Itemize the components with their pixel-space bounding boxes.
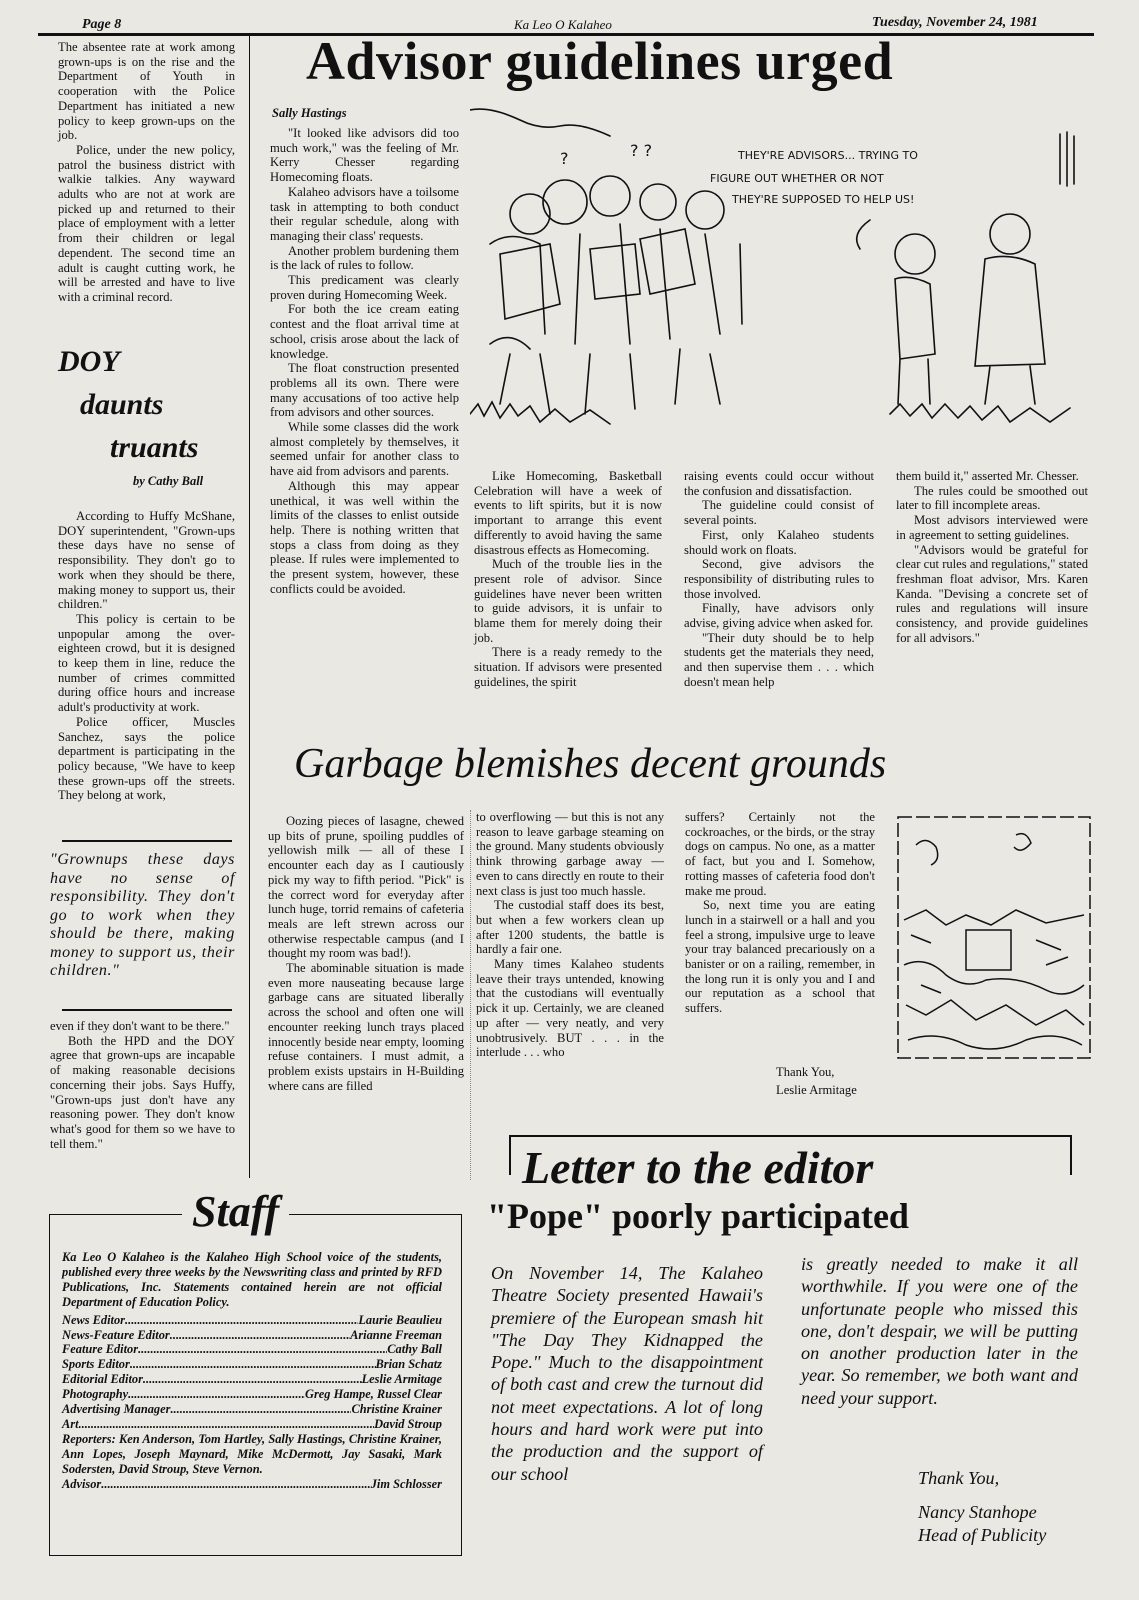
- advisor-paragraph: For both the ice cream eating contest and the float arrival time at school, crisis arose about the lack of knowledge.: [270, 302, 459, 361]
- advisor-paragraph: Although this may appear unethical, it was well within the limits of the classes to enlist outside help. There is nothing written that stops a class from doing as they please. If rules were implemented to the present system, however, these conflicts could be avoided.: [270, 478, 459, 596]
- cartoon-caption: FIGURE OUT WHETHER OR NOT: [710, 172, 884, 185]
- doy-paragraph: Both the HPD and the DOY agree that grown-ups are incapable of making reasonable decisions concerning their jobs. Says Huffy, "Grown-ups just don't have any reasoning power. They don't know what's good for them so we have to tell them.": [50, 1033, 235, 1151]
- garbage-paragraph: suffers? Certainly not the cockroaches, or the birds, or the stray dogs on campus. No one, as a matter of fact, but you and I. Somehow, rotting masses of cafeteria food don't make me proud.: [685, 810, 875, 898]
- staff-role: News-Feature Editor: [62, 1327, 170, 1342]
- staff-row: [62, 1387, 442, 1402]
- garbage-col1: [268, 814, 464, 1093]
- doy-byline: by Cathy Ball: [133, 474, 204, 488]
- advisor-paragraph: raising events could occur without the confusion and dissatisfaction.: [684, 469, 874, 498]
- paper-name: Ka Leo O Kalaheo: [514, 17, 612, 32]
- cartoon-caption: THEY'RE SUPPOSED TO HELP US!: [732, 193, 915, 206]
- staff-row: [62, 1313, 442, 1328]
- staff-name: David Stroup: [374, 1416, 442, 1431]
- pull-quote-rule-bottom: [62, 1009, 232, 1011]
- staff-role: Advisor: [62, 1476, 102, 1491]
- garbage-col3: [685, 810, 875, 1016]
- advisor-paragraph: Another problem burdening them is the lack of rules to follow.: [270, 243, 459, 273]
- doy-headline-line1: DOY: [58, 345, 120, 378]
- doy-pull-quote: "Grownups these days have no sense of responsibility. They don't go to work when they should be there, making money to support us, their children.": [50, 851, 235, 979]
- doy-body-continued: [50, 1019, 235, 1151]
- staff-name: Jim Schlosser: [370, 1476, 442, 1491]
- doy-intro: [58, 40, 235, 305]
- staff-name: Christine Krainer: [351, 1402, 442, 1417]
- staff-title: Staff: [182, 1186, 289, 1237]
- garbage-paragraph: So, next time you are eating lunch in a stairwell or a hall and you feel a strong, impulsive urge to leave your tray balanced precariously on a banister or on a railing, remember, in the long run it is only you and I and our reputation as a school that suffers.: [685, 898, 875, 1016]
- issue-date: Tuesday, November 24, 1981: [872, 15, 1038, 30]
- staff-role: Sports Editor: [62, 1357, 130, 1372]
- doy-headline-line3: truants: [110, 431, 199, 464]
- advisor-paragraph: Second, give advisors the responsibility of distributing rules to those involved.: [684, 557, 874, 601]
- staff-role: Photography: [62, 1387, 129, 1402]
- staff-row: [62, 1357, 442, 1372]
- staff-intro: Ka Leo O Kalaheo is the Kalaheo High School voice of the students, published every three weeks by the Newswriting class and printed by RFD Publications, Inc. Statements contained herein are not official Department of Education Policy.: [62, 1250, 442, 1309]
- svg-text:? ?: ? ?: [630, 141, 653, 160]
- advisor-col4: [896, 469, 1088, 645]
- staff-role: News Editor: [62, 1312, 125, 1327]
- advisor-paragraph: "Advisors would be grateful for clear cut rules and regulations," stated freshman float advisor, Mrs. Karen Kanda. "Devising a concrete set of rules and regulations will insure consistency, and provide guidelines for all advisors.": [896, 542, 1088, 645]
- garbage-illustration: [896, 815, 1092, 1060]
- page-number: Page 8: [82, 17, 122, 32]
- garbage-paragraph: Oozing pieces of lasagne, chewed up bits of prune, spoiling puddles of yellowish milk — all of these I encounter each day as I cautiously pick my way to fifth period. "Pick" is the correct word for everyday after lunch huge, torrid remains of cafeteria meals are left strewn across our otherwise respectable campus (and I thought my room was bad!).: [268, 814, 464, 961]
- advisor-paragraph: While some classes did the work almost completely by themselves, it seemed unfair for another class to have aid from advisors and parents.: [270, 420, 459, 479]
- letter-rule-left: [509, 1135, 511, 1175]
- advisor-col1: [270, 126, 459, 597]
- advisor-cartoon-illustration: [470, 104, 1095, 440]
- doy-intro-paragraph: Police, under the new policy, patrol the business district with walkie talkies. Any wayward adults who are not at work are picked up and returned to their place of employment with a letter from their children or legal dependent. The second time an adult is caught cutting work, he will be arrested and have to live with a criminal record.: [58, 142, 235, 304]
- doy-paragraph: This policy is certain to be unpopular among the over-eighteen crowd, but it is designed to keep them in line, reduce the number of crimes committed during office hours and increase adult's productivity at work.: [58, 611, 235, 715]
- advisor-paragraph: The float construction presented problems all its own. There were many accusations of too active help from advisors and other sources.: [270, 361, 459, 420]
- staff-row: [62, 1342, 442, 1357]
- column-rule-garbage: [470, 810, 472, 1180]
- advisor-paragraph: Most advisors interviewed were in agreement to setting guidelines.: [896, 513, 1088, 542]
- letter-rule-top: [509, 1135, 1071, 1137]
- doy-headline-line2: daunts: [80, 388, 164, 421]
- pull-quote-rule-top: [62, 840, 232, 842]
- garbage-headline: Garbage blemishes decent grounds: [294, 741, 887, 787]
- advisor-col2: [474, 469, 662, 690]
- advisor-paragraph: "It looked like advisors did too much work," was the feeling of Mr. Kerry Chesser regarding Homecoming floats.: [270, 126, 459, 185]
- garbage-paragraph: The abominable situation is made even more nauseating because large garbage cans are situated liberally across the school and often one will encounter reeking lunch trays placed innocently beside near empty, looming refuse containers. I must admit, a problem exists upstairs in H-Building where cans are filled: [268, 961, 464, 1093]
- letter-signoff: Thank You,: [918, 1468, 1000, 1488]
- doy-intro-paragraph: The absentee rate at work among grown-ups is on the rise and the Department of Youth in cooperation with the Police Department has initiated a new policy to keep grown-ups on the job.: [58, 40, 235, 143]
- garbage-col2: [476, 810, 664, 1060]
- advisor-paragraph: Like Homecoming, Basketball Celebration will have a week of events to lift spirits, but it is now important to arrange this event differently to avoid having the same disastrous effects as Homecoming.: [474, 469, 662, 557]
- staff-name: Cathy Ball: [387, 1342, 442, 1357]
- advisor-paragraph: The guideline could consist of several points.: [684, 498, 874, 528]
- advisor-paragraph: The rules could be smoothed out later to fill incomplete areas.: [896, 483, 1088, 513]
- garbage-signoff: Thank You,: [776, 1065, 835, 1079]
- doy-paragraph: According to Huffy McShane, DOY superintendent, "Grown-ups these days have no sense of responsibility. They don't go to work when they should be there, making money to support us, their children.": [58, 509, 235, 612]
- staff-name: Leslie Armitage: [361, 1372, 442, 1387]
- staff-name: Arianne Freeman: [350, 1327, 442, 1342]
- staff-role: Editorial Editor: [62, 1372, 143, 1387]
- column-rule-left: [249, 36, 250, 1178]
- letter-headline: "Pope" poorly participated: [487, 1196, 909, 1236]
- garbage-paragraph: to overflowing — but this is not any reason to leave garbage steaming on the ground. Many students obviously think throwing garbage away — even to cans directly en route to their next class is just too much hassle.: [476, 810, 664, 898]
- staff-name: Brian Schatz: [375, 1357, 442, 1372]
- letter-signer: Nancy Stanhope: [918, 1502, 1037, 1522]
- staff-role: Feature Editor: [62, 1342, 139, 1357]
- garbage-signer: Leslie Armitage: [776, 1083, 857, 1097]
- staff-reporters: Reporters: Ken Anderson, Tom Hartley, Sally Hastings, Christine Krainer, Ann Lopes, Joseph Maynard, Mike McDermott, Jay Sasaki, Mark Sodersten, David Stroup, Steve Vernon.: [62, 1431, 442, 1476]
- advisor-col3: [684, 469, 874, 690]
- letter-col2: is greatly needed to make it all worthwhile. If you were one of the unfortunate people who missed this one, don't despair, we will be putting on another production later in the year. So remember, we both want and need your support.: [801, 1254, 1078, 1408]
- doy-paragraph: Police officer, Muscles Sanchez, says the police department is participating in the policy because, "We have to keep these grown-ups off the streets. They belong at work,: [58, 714, 235, 803]
- cartoon-caption: THEY'RE ADVISORS... TRYING TO: [738, 149, 918, 162]
- letter-rule-right: [1070, 1135, 1072, 1175]
- staff-role: Art: [62, 1416, 79, 1431]
- staff-role: Advertising Manager: [62, 1402, 171, 1417]
- advisor-paragraph: "Their duty should be to help students get the materials they need, and then supervise them . . . which doesn't mean help: [684, 630, 874, 689]
- letter-signer-title: Head of Publicity: [918, 1525, 1047, 1545]
- staff-name: Laurie Beaulieu: [358, 1312, 442, 1327]
- advisor-paragraph: There is a ready remedy to the situation. If advisors were presented guidelines, the spirit: [474, 645, 662, 689]
- advisor-paragraph: them build it," asserted Mr. Chesser.: [896, 469, 1079, 483]
- garbage-paragraph: The custodial staff does its best, but when a few workers clean up after 1200 students, the battle is hardly a fair one.: [476, 898, 664, 957]
- advisor-byline: Sally Hastings: [272, 106, 347, 120]
- advisor-paragraph: This predicament was clearly proven during Homecoming Week.: [270, 273, 459, 302]
- advisor-paragraph: Kalaheo advisors have a toilsome task in attempting to both conduct their regular schedule, along with managing their class' requests.: [270, 184, 459, 243]
- advisor-paragraph: Much of the trouble lies in the present role of advisor. Since guidelines have never been written to guide advisors, it is unfair to blame them for merely doing their job.: [474, 557, 662, 645]
- staff-row: [62, 1328, 442, 1343]
- advisor-paragraph: First, only Kalaheo students should work on floats.: [684, 527, 874, 557]
- staff-row: [62, 1477, 442, 1492]
- advisor-headline: Advisor guidelines urged: [306, 31, 894, 91]
- doy-body: [58, 509, 235, 803]
- doy-paragraph: even if they don't want to be there.": [50, 1019, 230, 1033]
- letter-col1: On November 14, The Kalaheo Theatre Society presented Hawaii's premiere of the European smash hit "The Day They Kidnapped the Pope." Much to the disappointment of both cast and crew the turnout did not meet expectations. A lot of long hours and hard work were put into the production and the support of our school: [491, 1263, 763, 1484]
- staff-name: Greg Hampe, Russel Clear: [305, 1387, 442, 1402]
- staff-row: [62, 1417, 442, 1432]
- staff-row: [62, 1372, 442, 1387]
- svg-text:?: ?: [560, 149, 569, 168]
- garbage-paragraph: Many times Kalaheo students leave their trays untended, knowing that the custodians will eventually pick it up. Certainly, we are cleaned up after — very neatly, and very unobtrusively. BUT . . . in the interlude . . . who: [476, 957, 664, 1060]
- staff-content: [62, 1250, 442, 1492]
- staff-row: [62, 1402, 442, 1417]
- letter-kicker: Letter to the editor: [522, 1142, 874, 1193]
- advisor-paragraph: Finally, have advisors only advise, giving advice when asked for.: [684, 601, 874, 631]
